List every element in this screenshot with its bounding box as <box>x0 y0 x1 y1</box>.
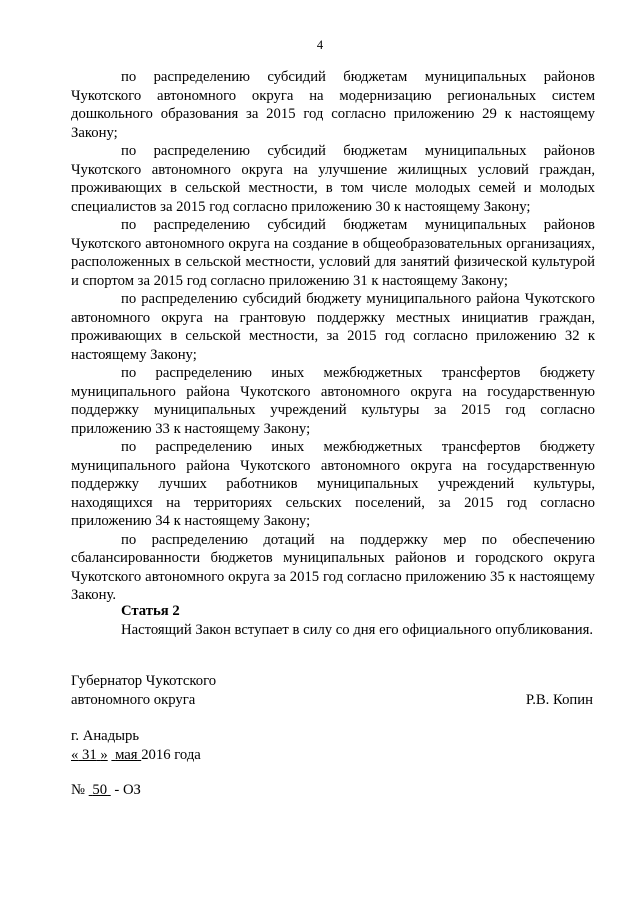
signature-row <box>71 691 595 710</box>
date-month: мая <box>115 746 138 763</box>
paragraph-appendix-33: по распределению иных межбюджетных трансфертов бюджету муниципального района Чукотского автономного округа на государственную поддержку муниципальных учреждений культуры за 2015 год согласно приложению 33 к настоящему Закону; <box>71 365 595 437</box>
date-year: 2016 года <box>141 746 201 763</box>
paragraph-appendix-32: по распределению субсидий бюджету муниципального района Чукотского автономного округа на грантовую поддержку местных инициатив граждан, проживающих в сельской местности, за 2015 год согласно приложению 32 к настоящему Закону; <box>71 291 595 363</box>
place: г. Анадырь <box>71 728 140 744</box>
paragraph-appendix-34: по распределению иных межбюджетных трансфертов бюджету муниципального района Чукотского автономного округа на государственную поддержку лучших работников муниципальных учреждений культуры, находящихся на территориях сельских поселений, за 2015 год согласно приложению 34 к настоящему Закону; <box>71 439 595 529</box>
page-number: 4 <box>316 38 324 52</box>
law-number-value: 50 <box>92 782 108 798</box>
paragraph-appendix-29: по распределению субсидий бюджетам муниципальных районов Чукотского автономного округа на модернизацию региональных систем дошкольного образования за 2015 год согласно приложению 29 к настоящему Закону; <box>71 69 595 141</box>
signatory-position-line1: Губернатор Чукотского <box>71 673 217 689</box>
signatory-name: Р.В. Копин <box>525 691 593 708</box>
law-number-suffix: - ОЗ <box>114 782 141 798</box>
paragraph-appendix-30: по распределению субсидий бюджетам муниципальных районов Чукотского автономного округа на улучшение жилищных условий граждан, проживающих в сельской местности, в том числе молодых семей и молодых специалистов за 2015 год согласно приложению 30 к настоящему Закону; <box>71 143 595 215</box>
date-day: 31 <box>82 746 97 763</box>
place-date-block <box>71 727 201 764</box>
article-text: Настоящий Закон вступает в силу со дня его официального опубликования. <box>121 621 594 638</box>
paragraph-appendix-31: по распределению субсидий бюджетам муниципальных районов Чукотского автономного округа на создание в общеобразовательных организациях, расположенных в сельской местности, условий для занятий физической культурой и спортом за 2015 год согласно приложению 31 к настоящему Закону; <box>71 217 595 289</box>
law-number <box>71 781 141 800</box>
body-text <box>71 68 595 605</box>
signature-block <box>71 672 595 709</box>
paragraph-appendix-35: по распределению дотаций на поддержку мер по обеспечению сбалансированности бюджетов муниципальных районов и городского округа Чукотского автономного округа за 2015 год согласно приложению 35 к настоящему Закону. <box>71 531 595 603</box>
date <box>71 746 201 765</box>
article-title: Статья 2 <box>121 603 180 619</box>
date-open-quote: « <box>71 746 79 763</box>
date-close-quote: » <box>100 746 108 763</box>
law-number-prefix: № <box>71 782 86 798</box>
signatory-position-line2: автономного округа <box>71 691 196 708</box>
article-2 <box>71 602 595 639</box>
